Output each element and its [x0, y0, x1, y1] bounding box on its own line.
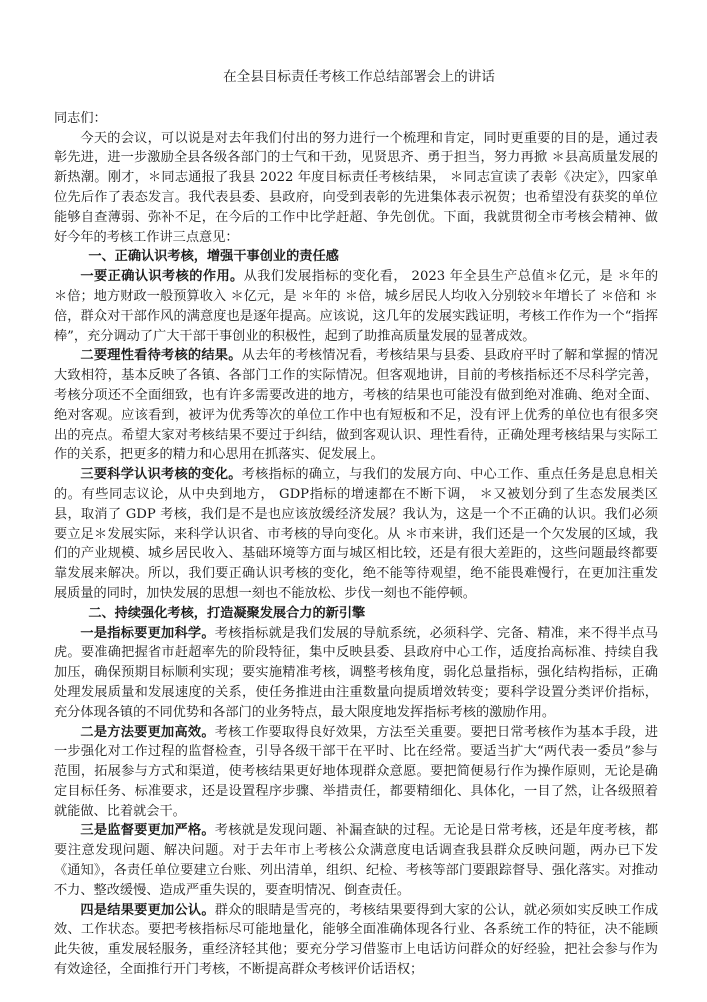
paragraph-lead: 三是监督要更加严格。 — [80, 823, 215, 839]
paragraph-lead: 二要理性看待考核的结果。 — [80, 348, 242, 364]
section-2-heading: 二、持续强化考核，打造凝聚发展合力的新引擎 — [88, 605, 366, 621]
section-2-paragraph-3 — [54, 821, 658, 900]
section-1-paragraph-1 — [54, 267, 658, 346]
section-2-paragraph-1 — [54, 624, 658, 723]
intro-paragraph: 今天的会议，可以说是对去年我们付出的努力进行一个梳理和肯定，同时更重要的目的是，通过表彰先进，进一步激励全县各级各部门的士气和干劲，见贤思齐、勇于担当，努力再掀 ＊县高质量发展的新热潮。刚才，＊同志通报了我县 2022 年度目标责任考核结果， ＊同志宣读了表彰《决定》，四家单位先后作了表态发言。我代表县委、县政府，向受到表彰的先进集体表示祝贺；也希望没有获奖的单位能够自查薄弱、弥补不足，在今后的工作中比学赶超、争先创优。下面，我就贯彻全市考核会精神、做好今年的考核工作讲三点意见： — [54, 130, 658, 245]
paragraph-lead: 一是指标要更加科学。 — [80, 625, 215, 641]
section-1-paragraph-2 — [54, 346, 658, 465]
paragraph-body: 群众的眼睛是雪亮的，考核结果要得到大家的公认，就必须如实反映工作成效、工作状态。要把考核指标尽可能地量化，能够全面准确体现各行业、各系统工作的特征，决不能顾此失彼，重发展轻服务，重经济轻其他；要充分学习借鉴市上电话访问群众的好经验，把社会参与作为有效途径，全面推行开门考核，不断提高群众考核评价话语权； — [54, 902, 659, 978]
section-1-heading: 一、正确认识考核，增强干事创业的责任感 — [88, 249, 339, 265]
paragraph-lead: 三要科学认识考核的变化。 — [80, 467, 242, 483]
salutation: 同志们： — [54, 110, 107, 126]
paragraph-body: 考核指标就是我们发展的导航系统，必须科学、完备、精准，来不得半点马虎。要准确把握省市赶超率先的阶段特征，集中反映县委、县政府中心工作，适度抬高标准、持续自我加压，确保预期目标顺利实现；要实施精准考核，调整考核角度，弱化总量指标，强化结构指标，正确处理发展质量和发展速度的关系，使任务推进由注重数量向提质增效转变；要科学设置分类评价指标，充分体现各镇的不同优势和各部门的业务特点，最大限度地发挥指标考核的激励作用。 — [54, 625, 659, 720]
document-title: 在全县目标责任考核工作总结部署会上的讲话 — [223, 69, 495, 85]
paragraph-lead: 一要正确认识考核的作用。 — [80, 269, 244, 285]
paragraph-body: 考核就是发现问题、补漏查缺的过程。无论是日常考核，还是年度考核，都要注意发现问题、解决问题。对于去年市上考核公众满意度电话调查我县群众反映问题，两办已下发《通知》，各责任单位要建立台账、列出清单，组织、纪检、考核等部门要跟踪督导、强化落实。对推动不力、整改缓慢、造成严重失误的，要查明情况、倒查责任。 — [54, 823, 659, 898]
paragraph-lead: 二是方法要更加高效。 — [80, 724, 215, 740]
paragraph-body: 考核工作要取得良好效果，方法至关重要。要把日常考核作为基本手段，进一步强化对工作过程的监督检查，引导各级干部干在平时、比在经常。要适当扩大“两代表一委员”参与范围，拓展参与方式和渠道，使考核结果更好地体现群众意愿。要把简便易行作为操作原则，无论是确定目标任务、标准要求，还是设置程序步骤、举措责任，都要精细化、具体化，一目了然，让各级照着就能做、比着就会干。 — [54, 724, 659, 819]
paragraph-body: 从去年的考核情况看，考核结果与县委、县政府平时了解和掌握的情况大致相符，基本反映了各镇、各部门工作的实际情况。但客观地讲，目前的考核指标还不尽科学完善，考核分项还不全面细致，也有许多需要改进的地方，考核的结果也可能没有做到绝对准确、绝对全面、绝对客观。应该看到，被评为优秀等次的单位工作中也有短板和不足，没有评上优秀的单位也有很多突出的亮点。希望大家对考核结果不要过于纠结，做到客观认识、理性看待，正确处理考核结果与实际工作的关系，把更多的精力和心思用在抓落实、促发展上。 — [54, 348, 658, 463]
section-2-paragraph-2 — [54, 723, 658, 822]
paragraph-lead: 四是结果要更加公认。 — [80, 902, 215, 918]
section-2-paragraph-4 — [54, 901, 658, 980]
paragraph-body: 考核指标的确立，与我们的发展方向、中心工作、重点任务是息息相关的。有些同志议论，从中央到地方， GDP指标的增速都在不断下调， ＊又被划分到了生态发展类区县，取消了 GDP 考核，我们是不是也应该放缓经济发展？我认为，这是一个不正确的认识。我们必须要立足＊发展实际，来科学认识省、市考核的导向变化。从 ＊市来讲，我们还是一个欠发展的区域，我们的产业规模、城乡居民收入、基础环境等方面与城区相比较，还是有很大差距的，这些问题最终都要靠发展来解决。所以，我们要正确认识考核的变化，绝不能等待观望，绝不能畏难慢行，在更加注重发展质量的同时，加快发展的思想一刻也不能放松、步伐一刻也不能停顿。 — [54, 467, 658, 601]
paragraph-body: 从我们发展指标的变化看， 2023 年全县生产总值＊亿元，是 ＊年的 ＊倍；地方财政一般预算收入 ＊亿元，是 ＊年的 ＊倍，城乡居民人均收入分别较＊年增长了 ＊倍和 ＊倍，群众对干部作风的满意度也是逐年提高。应该说，这几年的发展实践证明，考核工作作为一个“指挥棒”，充分调动了广大干部干事创业的积极性，起到了助推高质量发展的显著成效。 — [54, 269, 659, 344]
section-1-paragraph-3 — [54, 465, 658, 604]
